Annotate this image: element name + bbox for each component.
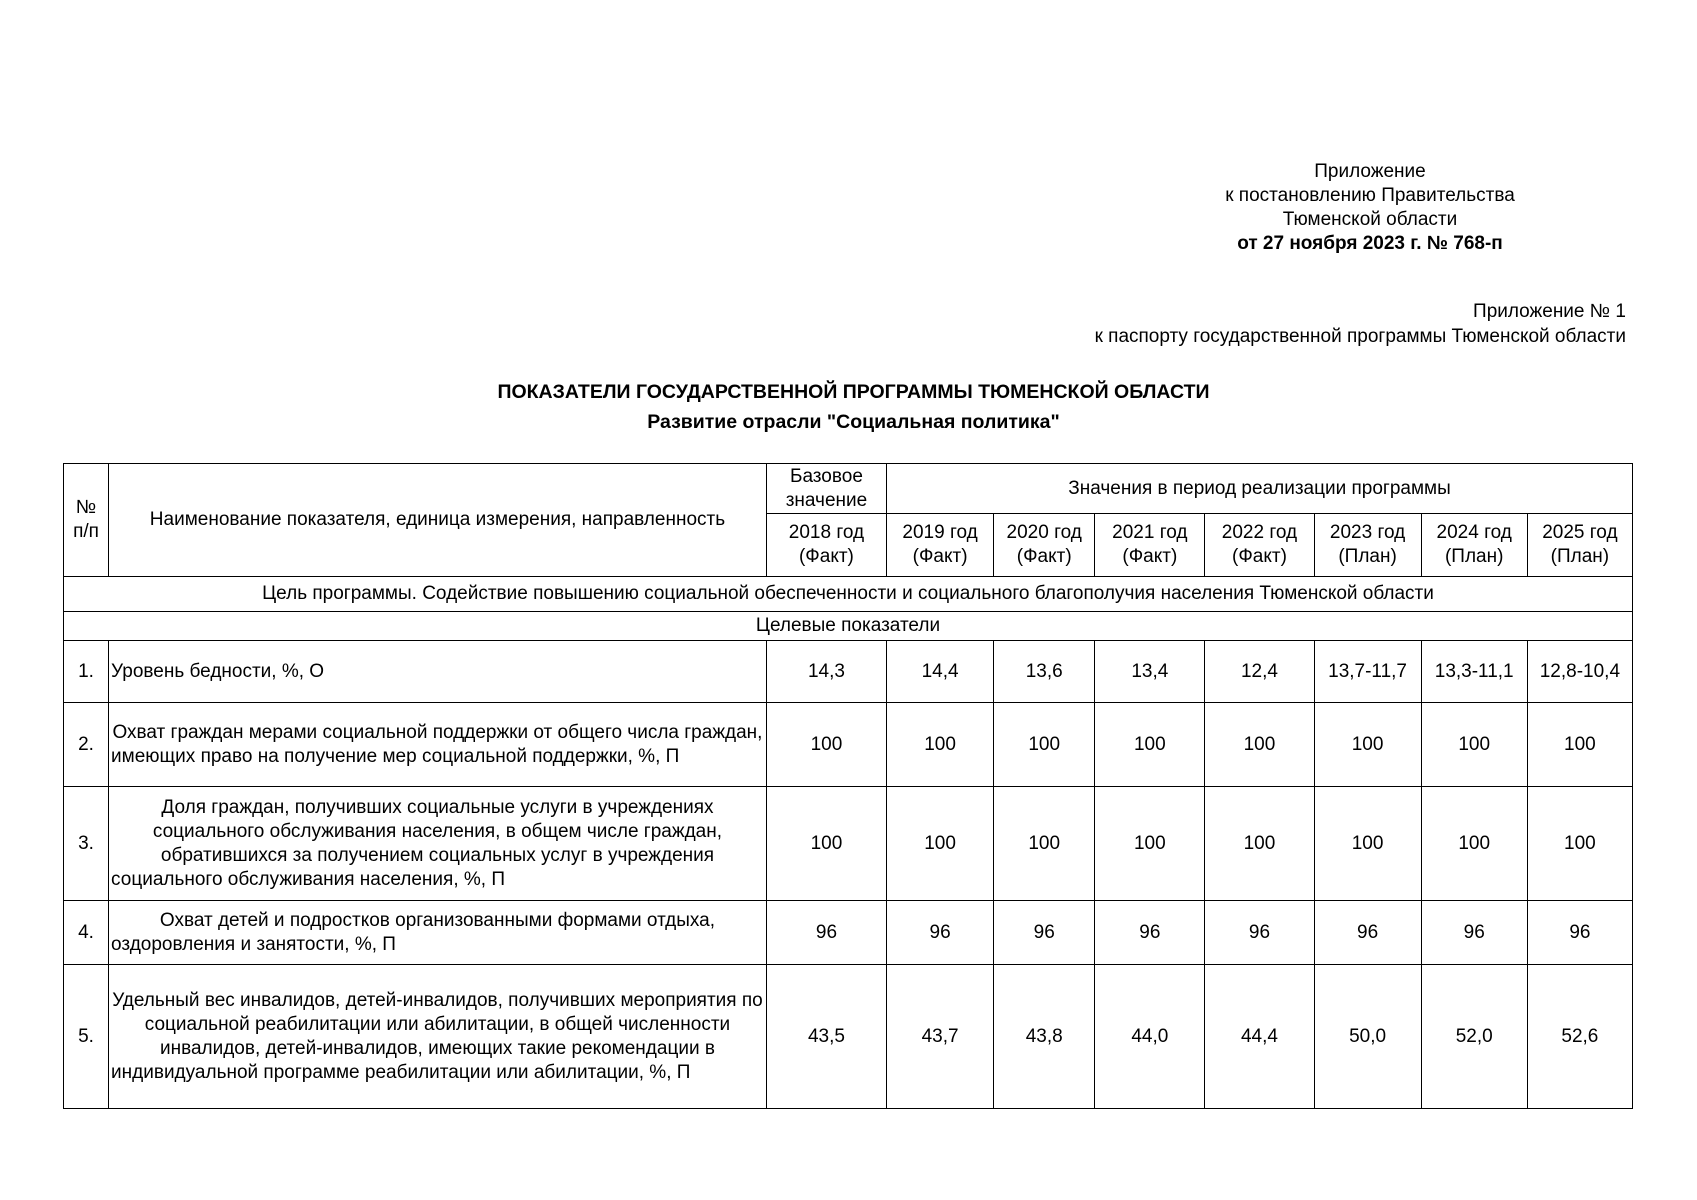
header-year: 2019 год (Факт) (887, 514, 994, 577)
value-cell: 52,6 (1527, 965, 1632, 1109)
header-year: 2023 год (План) (1314, 514, 1421, 577)
value-cell: 13,4 (1095, 641, 1205, 703)
header-year: 2025 год (План) (1527, 514, 1632, 577)
value-cell: 14,4 (887, 641, 994, 703)
indicator-name: Удельный вес инвалидов, детей-инвалидов, получивших мероприятия по социальной реабилитации или абилитации, в общей численности инвалидов, детей-инвалидов, имеющих такие рекомендации в индивидуальной программе реабилитации или абилитации, %, П (109, 965, 767, 1109)
header-base-value: Базовое значение (766, 464, 886, 514)
header-year: 2022 год (Факт) (1205, 514, 1314, 577)
document-title: ПОКАЗАТЕЛИ ГОСУДАРСТВЕННОЙ ПРОГРАММЫ ТЮМЕНСКОЙ ОБЛАСТИ (497, 381, 1210, 403)
value-cell: 100 (1095, 703, 1205, 787)
value-cell: 44,4 (1205, 965, 1314, 1109)
indicator-name: Охват граждан мерами социальной поддержки от общего числа граждан, имеющих право на получение мер социальной поддержки, %, П (109, 703, 767, 787)
value-cell: 12,4 (1205, 641, 1314, 703)
appendix-line: к постановлению Правительства (1225, 185, 1515, 206)
appendix-line: Тюменской области (1282, 209, 1458, 230)
value-cell: 100 (1205, 787, 1314, 901)
value-cell: 13,6 (994, 641, 1095, 703)
row-number: 2. (64, 703, 109, 787)
value-cell: 100 (1095, 787, 1205, 901)
value-cell: 100 (887, 787, 994, 901)
value-cell: 100 (1314, 787, 1421, 901)
document-subtitle: Развитие отрасли "Социальная политика" (647, 411, 1060, 433)
indicator-name: Уровень бедности, %, О (109, 641, 767, 703)
value-cell: 96 (887, 901, 994, 965)
passport-appendix-number: Приложение № 1 (1473, 301, 1626, 322)
row-number: 3. (64, 787, 109, 901)
header-year: 2018 год (Факт) (766, 514, 886, 577)
target-indicators-group: Целевые показатели (64, 612, 1633, 641)
row-number: 1. (64, 641, 109, 703)
value-cell: 96 (1205, 901, 1314, 965)
table-row (64, 965, 1633, 1109)
value-cell: 100 (1314, 703, 1421, 787)
value-cell: 100 (887, 703, 994, 787)
value-cell: 100 (1205, 703, 1314, 787)
appendix-line: Приложение (1314, 161, 1426, 182)
appendix-header (1160, 160, 1580, 256)
value-cell: 100 (766, 787, 886, 901)
value-cell: 96 (1421, 901, 1527, 965)
indicator-name: Охват детей и подростков организованными формами отдыха, оздоровления и занятости, %, П (109, 901, 767, 965)
value-cell: 96 (1095, 901, 1205, 965)
table-row (64, 901, 1633, 965)
header-year: 2024 год (План) (1421, 514, 1527, 577)
value-cell: 96 (1314, 901, 1421, 965)
value-cell: 96 (1527, 901, 1632, 965)
value-cell: 100 (1527, 703, 1632, 787)
value-cell: 100 (994, 787, 1095, 901)
value-cell: 43,7 (887, 965, 994, 1109)
value-cell: 44,0 (1095, 965, 1205, 1109)
indicators-table (63, 463, 1633, 1109)
header-indicator-name: Наименование показателя, единица измерения, направленность (109, 464, 767, 577)
value-cell: 96 (766, 901, 886, 965)
value-cell: 43,8 (994, 965, 1095, 1109)
value-cell: 100 (1527, 787, 1632, 901)
value-cell: 12,8-10,4 (1527, 641, 1632, 703)
value-cell: 100 (1421, 703, 1527, 787)
table-row (64, 787, 1633, 901)
table-row (64, 641, 1633, 703)
passport-appendix (726, 299, 1626, 349)
document-title-block (0, 377, 1697, 437)
value-cell: 100 (994, 703, 1095, 787)
decree-reference: от 27 ноября 2023 г. № 768-п (1237, 233, 1503, 254)
value-cell: 96 (994, 901, 1095, 965)
passport-appendix-subtitle: к паспорту государственной программы Тюменской области (1094, 326, 1626, 347)
row-number: 4. (64, 901, 109, 965)
value-cell: 50,0 (1314, 965, 1421, 1109)
row-number: 5. (64, 965, 109, 1109)
header-year: 2020 год (Факт) (994, 514, 1095, 577)
value-cell: 13,7-11,7 (1314, 641, 1421, 703)
value-cell: 100 (1421, 787, 1527, 901)
table-row (64, 703, 1633, 787)
program-goal: Цель программы. Содействие повышению социальной обеспеченности и социального благополучия населения Тюменской области (64, 577, 1633, 612)
value-cell: 100 (766, 703, 886, 787)
header-period-values: Значения в период реализации программы (887, 464, 1633, 514)
header-year: 2021 год (Факт) (1095, 514, 1205, 577)
header-number: № п/п (64, 464, 109, 577)
value-cell: 13,3-11,1 (1421, 641, 1527, 703)
value-cell: 14,3 (766, 641, 886, 703)
value-cell: 52,0 (1421, 965, 1527, 1109)
value-cell: 43,5 (766, 965, 886, 1109)
indicator-name: Доля граждан, получивших социальные услуги в учреждениях социального обслуживания населения, в общем числе граждан, обратившихся за получением социальных услуг в учреждения социального обслуживания населения, %, П (109, 787, 767, 901)
